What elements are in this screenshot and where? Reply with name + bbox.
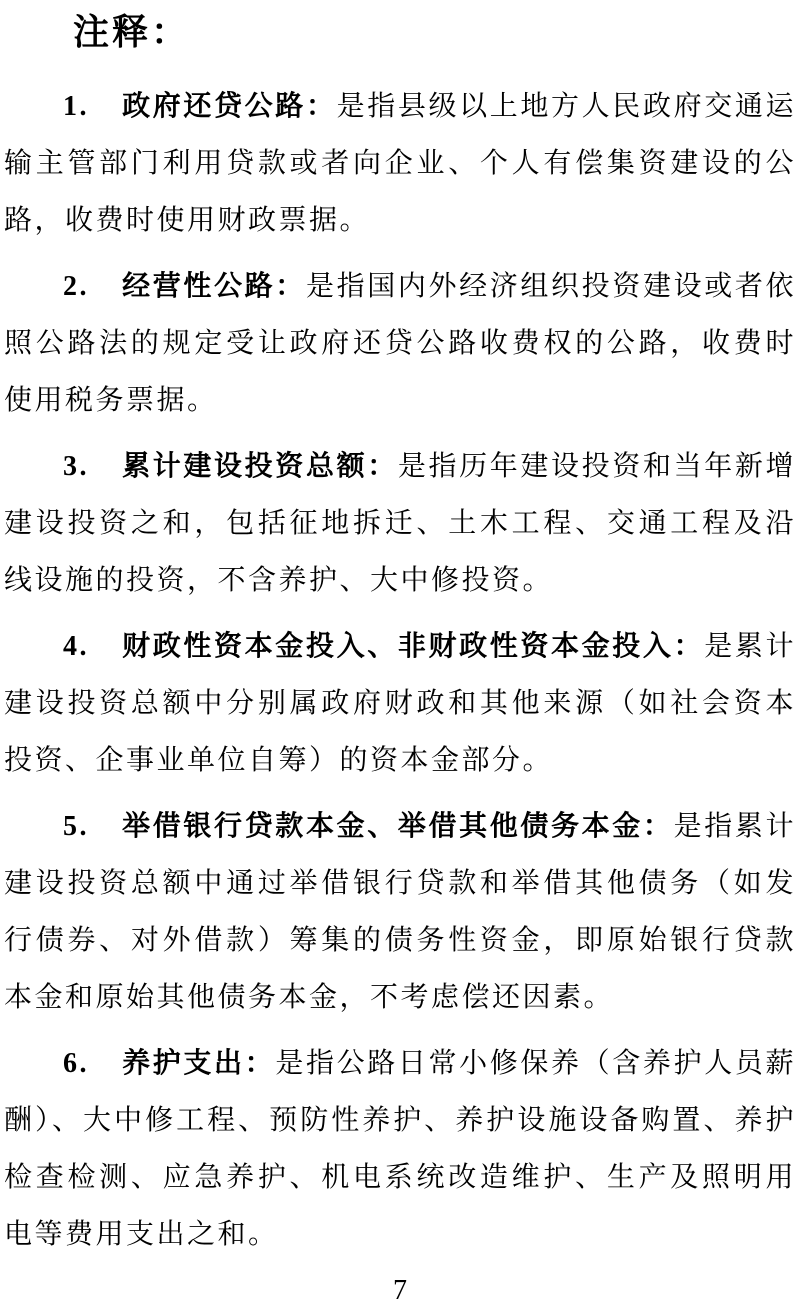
note-definition: 是指县级以上地方人民政府交通运输主管部门利用贷款或者向企业、个人有偿集资建设的公路，收费时使用财政票据。 [4, 91, 796, 236]
note-definition: 是累计建设投资总额中分别属政府财政和其他来源（如社会资本投资、企事业单位自筹）的资本金部分。 [4, 631, 796, 776]
note-number: 4. [63, 631, 89, 662]
note-term: 累计建设投资总额： [122, 451, 398, 482]
note-item-6 [4, 1035, 796, 1263]
note-item-3 [4, 438, 796, 609]
note-number: 6. [63, 1048, 89, 1079]
note-number: 3. [63, 451, 89, 482]
note-number: 5. [63, 811, 89, 842]
note-number: 2. [63, 271, 89, 302]
note-term: 经营性公路： [122, 271, 306, 302]
note-definition: 是指国内外经济组织投资建设或者依照公路法的规定受让政府还贷公路收费权的公路，收费时使用税务票据。 [4, 271, 796, 416]
note-term: 政府还贷公路： [122, 91, 337, 122]
note-term: 举借银行贷款本金、举借其他债务本金： [122, 811, 674, 842]
note-item-2 [4, 258, 796, 429]
note-item-5 [4, 798, 796, 1026]
note-definition: 是指公路日常小修保养（含养护人员薪酬）、大中修工程、预防性养护、养护设施设备购置、养护检查检测、应急养护、机电系统改造维护、生产及照明用电等费用支出之和。 [4, 1048, 796, 1250]
page-title: 注释： [73, 11, 191, 52]
note-term: 养护支出： [122, 1048, 276, 1079]
note-term: 财政性资本金投入、非财政性资本金投入： [122, 631, 705, 662]
note-item-1 [4, 78, 796, 249]
page-number: 7 [393, 1275, 407, 1306]
note-definition: 是指历年建设投资和当年新增建设投资之和，包括征地拆迁、土木工程、交通工程及沿线设施的投资，不含养护、大中修投资。 [4, 451, 796, 596]
note-item-4 [4, 618, 796, 789]
note-number: 1. [63, 91, 89, 122]
note-definition: 是指累计建设投资总额中通过举借银行贷款和举借其他债务（如发行债券、对外借款）筹集的债务性资金，即原始银行贷款本金和原始其他债务本金，不考虑偿还因素。 [4, 811, 796, 1013]
